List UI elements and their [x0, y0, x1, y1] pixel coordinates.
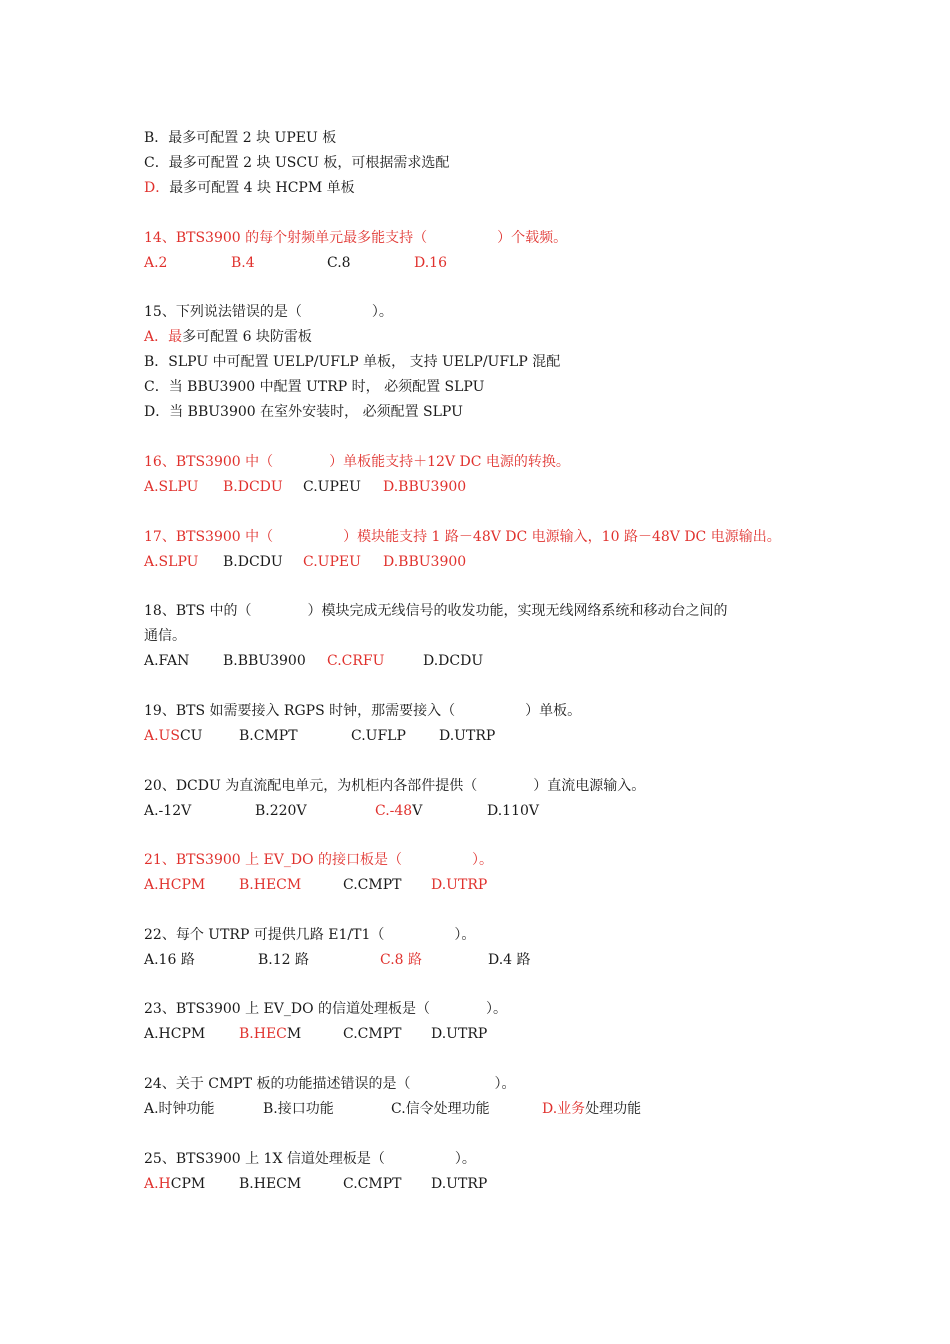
q15-option-b: B．SLPU 中可配置 UELP/UFLP 单板， 支持 UELP/UFLP 混配 — [144, 354, 561, 370]
q17-option-d: D.BBU3900 — [383, 554, 467, 570]
q24-option-d — [542, 1099, 641, 1119]
q21-stem: 21、BTS3900 上 EV_DO 的接口板是（ ）。 — [144, 852, 494, 868]
q13-option-d-text: 最多可配置 4 块 HCPM 单板 — [169, 180, 355, 196]
q15-option-d: D．当 BBU3900 在室外安装时， 必须配置 SLPU — [144, 404, 463, 420]
q19-option-a-text: CU — [179, 728, 203, 744]
q19-option-b: B.CMPT — [239, 728, 298, 744]
q15-option-a-text: 多可配置 6 块防雷板 — [182, 329, 312, 345]
q17-options — [144, 552, 544, 572]
q19-option-a — [144, 726, 202, 746]
q20-option-c — [375, 801, 422, 821]
q16-option-a: A.SLPU — [144, 479, 199, 495]
q23-option-b — [239, 1024, 301, 1044]
q23-option-b-text: M — [286, 1026, 302, 1042]
q13-option-d-letter: D． — [144, 180, 170, 196]
q20-stem: 20、DCDU 为直流配电单元，为机柜内各部件提供（ ）直流电源输入。 — [144, 778, 646, 794]
q22-option-d: D.4 路 — [488, 952, 531, 968]
q19-stem: 19、BTS 如需要接入 RGPS 时钟，那需要接入（ ）单板。 — [144, 703, 582, 719]
q21-option-b: B.HECM — [239, 877, 302, 893]
q20-options — [144, 801, 564, 821]
q22-option-b: B.12 路 — [258, 952, 310, 968]
q19-options — [144, 726, 544, 746]
q13-option-b: B．最多可配置 2 块 UPEU 板 — [144, 130, 337, 146]
q14-stem: 14、BTS3900 的每个射频单元最多能支持（ ）个载频。 — [144, 230, 568, 246]
q24-option-d-text: 处理功能 — [585, 1101, 642, 1117]
q14-option-d: D.16 — [414, 255, 447, 271]
q20-option-c-red: C.-48 — [375, 803, 413, 819]
q21-options — [144, 875, 544, 895]
q14-option-a: A.2 — [144, 255, 168, 271]
q24-option-d-red: D.业务 — [542, 1101, 586, 1117]
q25-option-d: D.UTRP — [431, 1176, 488, 1192]
q21-option-d: D.UTRP — [431, 877, 488, 893]
q18-option-c: C.CRFU — [327, 653, 385, 669]
q18-option-d: D.DCDU — [423, 653, 484, 669]
q23-stem: 23、BTS3900 上 EV_DO 的信道处理板是（ ）。 — [144, 1001, 508, 1017]
q13-option-c: C．最多可配置 2 块 USCU 板，可根据需求选配 — [144, 155, 450, 171]
q15-option-c: C．当 BBU3900 中配置 UTRP 时， 必须配置 SLPU — [144, 379, 485, 395]
q25-option-b: B.HECM — [239, 1176, 302, 1192]
q18-option-a: A.FAN — [144, 653, 190, 669]
q25-option-a-text: CPM — [170, 1176, 206, 1192]
q17-option-b: B.DCDU — [223, 554, 283, 570]
q14-option-b: B.4 — [231, 255, 255, 271]
q19-option-d: D.UTRP — [439, 728, 496, 744]
q22-stem: 22、每个 UTRP 可提供几路 E1/T1（ ）。 — [144, 927, 476, 943]
q18-options — [144, 651, 544, 671]
q22-options — [144, 950, 564, 970]
q25-option-c: C.CMPT — [343, 1176, 402, 1192]
q19-option-c: C.UFLP — [351, 728, 406, 744]
q18-stem-line2: 通信。 — [144, 628, 186, 644]
q16-options — [144, 477, 544, 497]
q14-options — [144, 253, 544, 273]
q14-option-c: C.8 — [327, 255, 351, 271]
q16-option-d: D.BBU3900 — [383, 479, 467, 495]
q24-options — [144, 1099, 704, 1119]
q25-option-a-red: A.H — [144, 1176, 171, 1192]
q18-stem-line1: 18、BTS 中的（ ）模块完成无线信号的收发功能，实现无线网络系统和移动台之间的 — [144, 603, 728, 619]
q22-option-c: C.8 路 — [380, 952, 423, 968]
q17-option-c: C.UPEU — [303, 554, 361, 570]
q23-option-c: C.CMPT — [343, 1026, 402, 1042]
q24-option-c: C.信令处理功能 — [391, 1101, 490, 1117]
q21-option-a: A.HCPM — [144, 877, 206, 893]
q18-option-b: B.BBU3900 — [223, 653, 306, 669]
q22-option-a: A.16 路 — [144, 952, 195, 968]
q17-option-a: A.SLPU — [144, 554, 199, 570]
q25-option-a — [144, 1174, 205, 1194]
q19-option-a-red: A.US — [144, 728, 180, 744]
q15-stem: 15、下列说法错误的是（ ）。 — [144, 304, 393, 320]
q15-option-a-red: A．最 — [144, 329, 183, 345]
q23-options — [144, 1024, 544, 1044]
q23-option-b-red: B.HEC — [239, 1026, 287, 1042]
q24-option-a: A.时钟功能 — [144, 1101, 215, 1117]
q17-stem: 17、BTS3900 中（ ）模块能支持 1 路－48V DC 电源输入，10 路－48V DC 电源输出。 — [144, 529, 781, 545]
q21-option-c: C.CMPT — [343, 877, 402, 893]
q20-option-c-text: V — [412, 803, 423, 819]
q23-option-a: A.HCPM — [144, 1026, 206, 1042]
q20-option-b: B.220V — [255, 803, 307, 819]
q16-stem: 16、BTS3900 中（ ）单板能支持＋12V DC 电源的转换。 — [144, 454, 570, 470]
q16-option-b: B.DCDU — [223, 479, 283, 495]
q20-option-a: A.-12V — [144, 803, 192, 819]
q25-options — [144, 1174, 544, 1194]
q24-option-b: B.接口功能 — [263, 1101, 334, 1117]
q20-option-d: D.110V — [487, 803, 540, 819]
q16-option-c: C.UPEU — [303, 479, 361, 495]
q15-option-a — [144, 327, 312, 347]
q13-option-d — [144, 178, 355, 198]
q23-option-d: D.UTRP — [431, 1026, 488, 1042]
q25-stem: 25、BTS3900 上 1X 信道处理板是（ ）。 — [144, 1151, 476, 1167]
q24-stem: 24、关于 CMPT 板的功能描述错误的是（ ）。 — [144, 1076, 516, 1092]
